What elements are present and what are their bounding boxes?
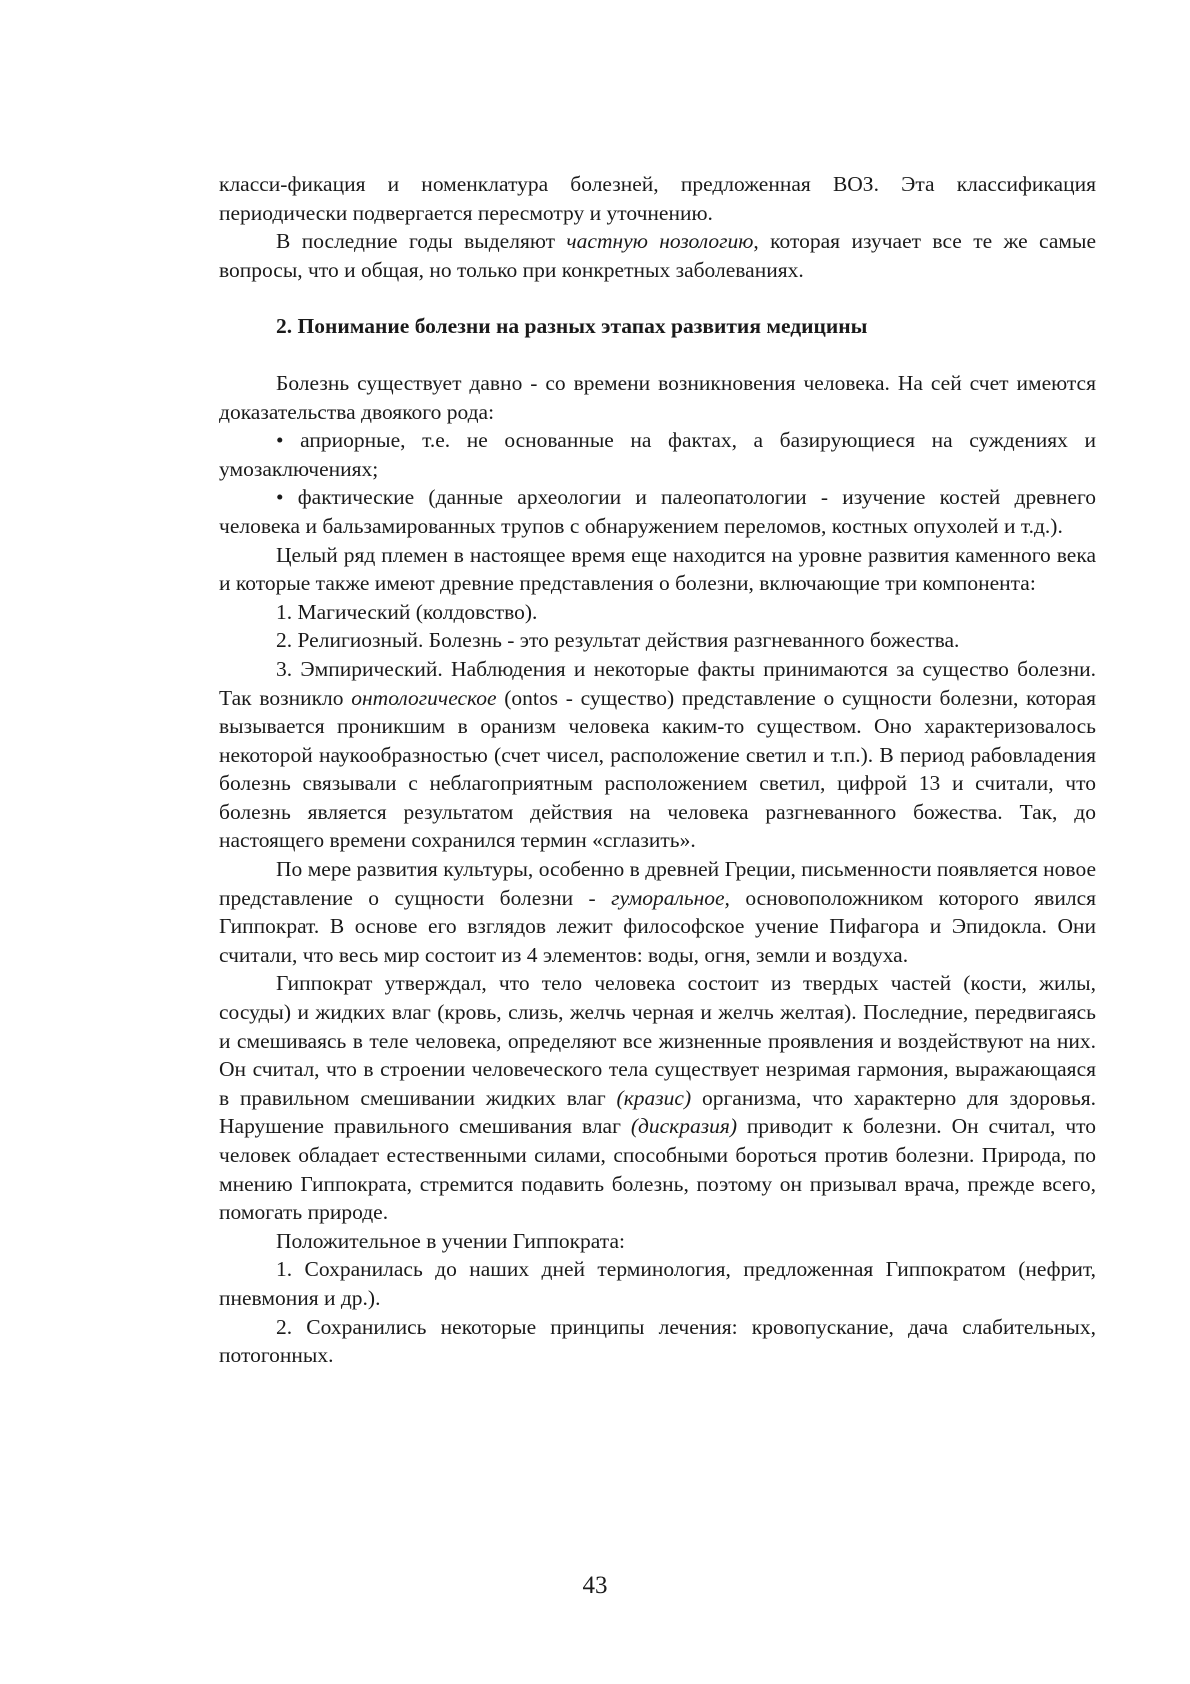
paragraph: класси-фикация и номенклатура болезней, предложенная ВОЗ. Эта классификация периодически подвергается пересмотру и уточнению. [219, 172, 1096, 225]
list-item: 2. Сохранились некоторые принципы лечения: кровопускание, дача слабительных, потогонных. [219, 1314, 1096, 1368]
bullet-item: • фактические (данные археологии и палеопатологии - изучение костей древнего человека и бальзамированных трупов с обнаружением переломов, костных опухолей и т.д.). [219, 485, 1096, 538]
text-run: основоположником которого явился Гиппократ. В основе его взглядов лежит философское учение Пифагора и Эпидокла. Они считали, что весь мир состоит из 4 элементов: воды, огня, земли и воздуха. [219, 885, 1096, 967]
page-body [219, 170, 1096, 1370]
emphasized-term: (дискразия) [630, 1114, 737, 1139]
text-run: По мере развития культуры, особенно в древней Греции, письменности появляется новое представление о сущности болезни - [219, 857, 1096, 910]
text-run: приводит к болезни. Он считал, что человек обладает естественными силами, способными бороться против болезни. Природа, по мнению Гиппократа, стремится подавить болезнь, поэтому он призывал врача, прежде всего, помогать природе. [219, 1114, 1096, 1225]
text-run: Гиппократ утверждал, что тело человека состоит из твердых частей (кости, жилы, сосуды) и жидких влаг (кровь, слизь, желчь черная и желчь желтая). Последние, передвигаясь и смешиваясь в теле человека, определяют все жизненные проявления и воздействуют на них. Он считал, что в строении человеческого тела существует незримая гармония, выражающаяся в правильном смешивании жидких влаг [219, 971, 1096, 1110]
emphasized-term: (кразис) [616, 1085, 692, 1110]
text-run: В последние годы выделяют [276, 229, 567, 254]
emphasized-term: онтологическое [351, 685, 497, 710]
list-item [219, 655, 1096, 855]
text-run: , которая изучает все те же самые вопросы, что и общая, но только при конкретных заболеваниях. [219, 229, 1096, 282]
section-heading: 2. Понимание болезни на разных этапах развития медицины [276, 314, 868, 339]
text-run: организма, что характерно для здоровья. Нарушение правильного смешивания влаг [219, 1085, 1097, 1139]
paragraph: Положительное в учении Гиппократа: [276, 1228, 625, 1253]
paragraph [219, 969, 1096, 1226]
paragraph [219, 227, 1096, 284]
bullet-item: • априорные, т.е. не основанные на фактах, а базирующиеся на суждениях и умозаключениях; [219, 428, 1096, 481]
list-item: 1. Сохранилась до наших дней терминология, предложенная Гиппократом (нефрит, пневмония и др.). [219, 1257, 1096, 1310]
text-run: 3. Эмпирический. Наблюдения и некоторые факты принимаются за существо болезни. Так возникло [219, 656, 1096, 710]
list-item: 1. Магический (колдовство). [276, 599, 538, 624]
text-run: (ontos - существо) представление о сущности болезни, которая вызывается проникшим в оранизм человека каким-то существом. Оно характеризовалось некоторой наукообразностью (счет чисел, расположение светил и т.п.). В период рабовладения болезнь связывали с неблагоприятным расположением светил, цифрой 13 и считали, что болезнь является результатом действия на человека разгневанного божества. Так, до настоящего времени сохранился термин «сглазить». [219, 685, 1096, 853]
list-item: 2. Религиозный. Болезнь - это результат действия разгневанного божества. [276, 628, 960, 653]
paragraph [219, 855, 1096, 969]
emphasized-term: гуморальное, [611, 885, 730, 910]
paragraph: Целый ряд племен в настоящее время еще находится на уровне развития каменного века и которые также имеют древние представления о болезни, включающие три компонента: [219, 542, 1096, 596]
paragraph: Болезнь существует давно - со времени возникновения человека. На сей счет имеются доказательства двоякого рода: [219, 370, 1096, 424]
page-number: 43 [582, 1572, 608, 1599]
emphasized-term: частную нозологию [566, 229, 754, 254]
